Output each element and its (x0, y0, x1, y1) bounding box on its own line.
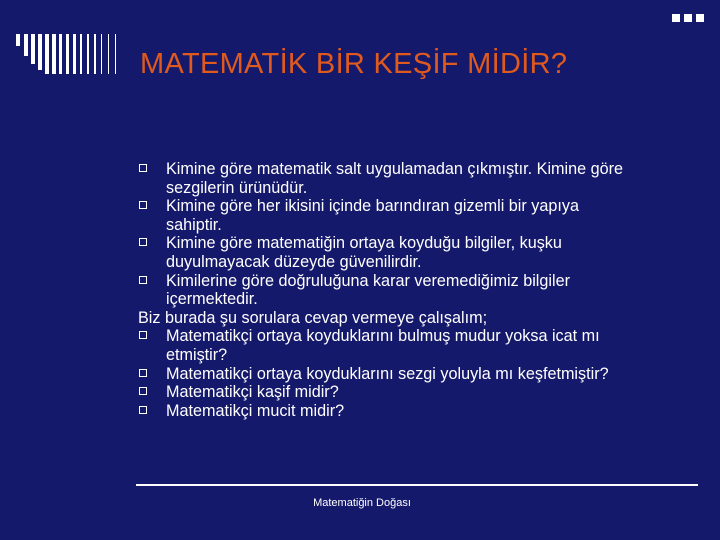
bullet-item (138, 365, 693, 384)
line-text: Kimine göre her ikisini içinde barındıran gizemli bir yapıya (166, 197, 579, 216)
line-text: Matematikçi mucit midir? (166, 401, 345, 420)
line-text: Matematikçi ortaya koyduklarını sezgi yoluyla mı keşfetmiştir? (166, 364, 609, 383)
bullet-item (138, 383, 693, 402)
bullet-item (138, 234, 693, 253)
line-text: Biz burada şu sorulara cevap vermeye çalışalım; (138, 308, 488, 327)
line-text: içermektedir. (166, 290, 258, 309)
hollow-square-bullet-icon (139, 164, 147, 172)
line-text: sahiptir. (166, 215, 222, 234)
decorative-stripes (16, 34, 146, 74)
bullet-item (138, 197, 693, 216)
decorative-squares (672, 14, 712, 26)
body-line (138, 216, 693, 235)
bullet-item (138, 402, 693, 421)
bullet-item (138, 272, 693, 291)
line-text: sezgilerin ürünüdür. (166, 178, 308, 197)
line-text: etmiştir? (166, 345, 228, 364)
line-text: Kimine göre matematiğin ortaya koyduğu bilgiler, kuşku (166, 234, 562, 253)
body-line (138, 253, 693, 272)
slide-footer: Matematiğin Doğası (313, 497, 411, 509)
hollow-square-bullet-icon (139, 331, 147, 339)
hollow-square-bullet-icon (139, 276, 147, 284)
hollow-square-bullet-icon (139, 238, 147, 246)
hollow-square-bullet-icon (139, 387, 147, 395)
body-line (138, 179, 693, 198)
slide-body (138, 160, 693, 420)
body-line (138, 290, 693, 309)
slide-title: MATEMATİK BİR KEŞİF MİDİR? (140, 48, 568, 80)
body-line (138, 309, 693, 328)
line-text: Kimine göre matematik salt uygulamadan çıkmıştır. Kimine göre (166, 160, 624, 178)
bullet-item (138, 160, 693, 179)
line-text: Matematikçi ortaya koyduklarını bulmuş mudur yoksa icat mı (166, 327, 600, 346)
body-line (138, 346, 693, 365)
line-text: Matematikçi kaşif midir? (166, 383, 339, 402)
hollow-square-bullet-icon (139, 406, 147, 414)
hollow-square-bullet-icon (139, 369, 147, 377)
hollow-square-bullet-icon (139, 201, 147, 209)
line-text: Kimilerine göre doğruluğuna karar veremediğimiz bilgiler (166, 271, 570, 290)
line-text: duyulmayacak düzeyde güvenilirdir. (166, 252, 422, 271)
bullet-item (138, 327, 693, 346)
footer-divider (136, 484, 698, 486)
